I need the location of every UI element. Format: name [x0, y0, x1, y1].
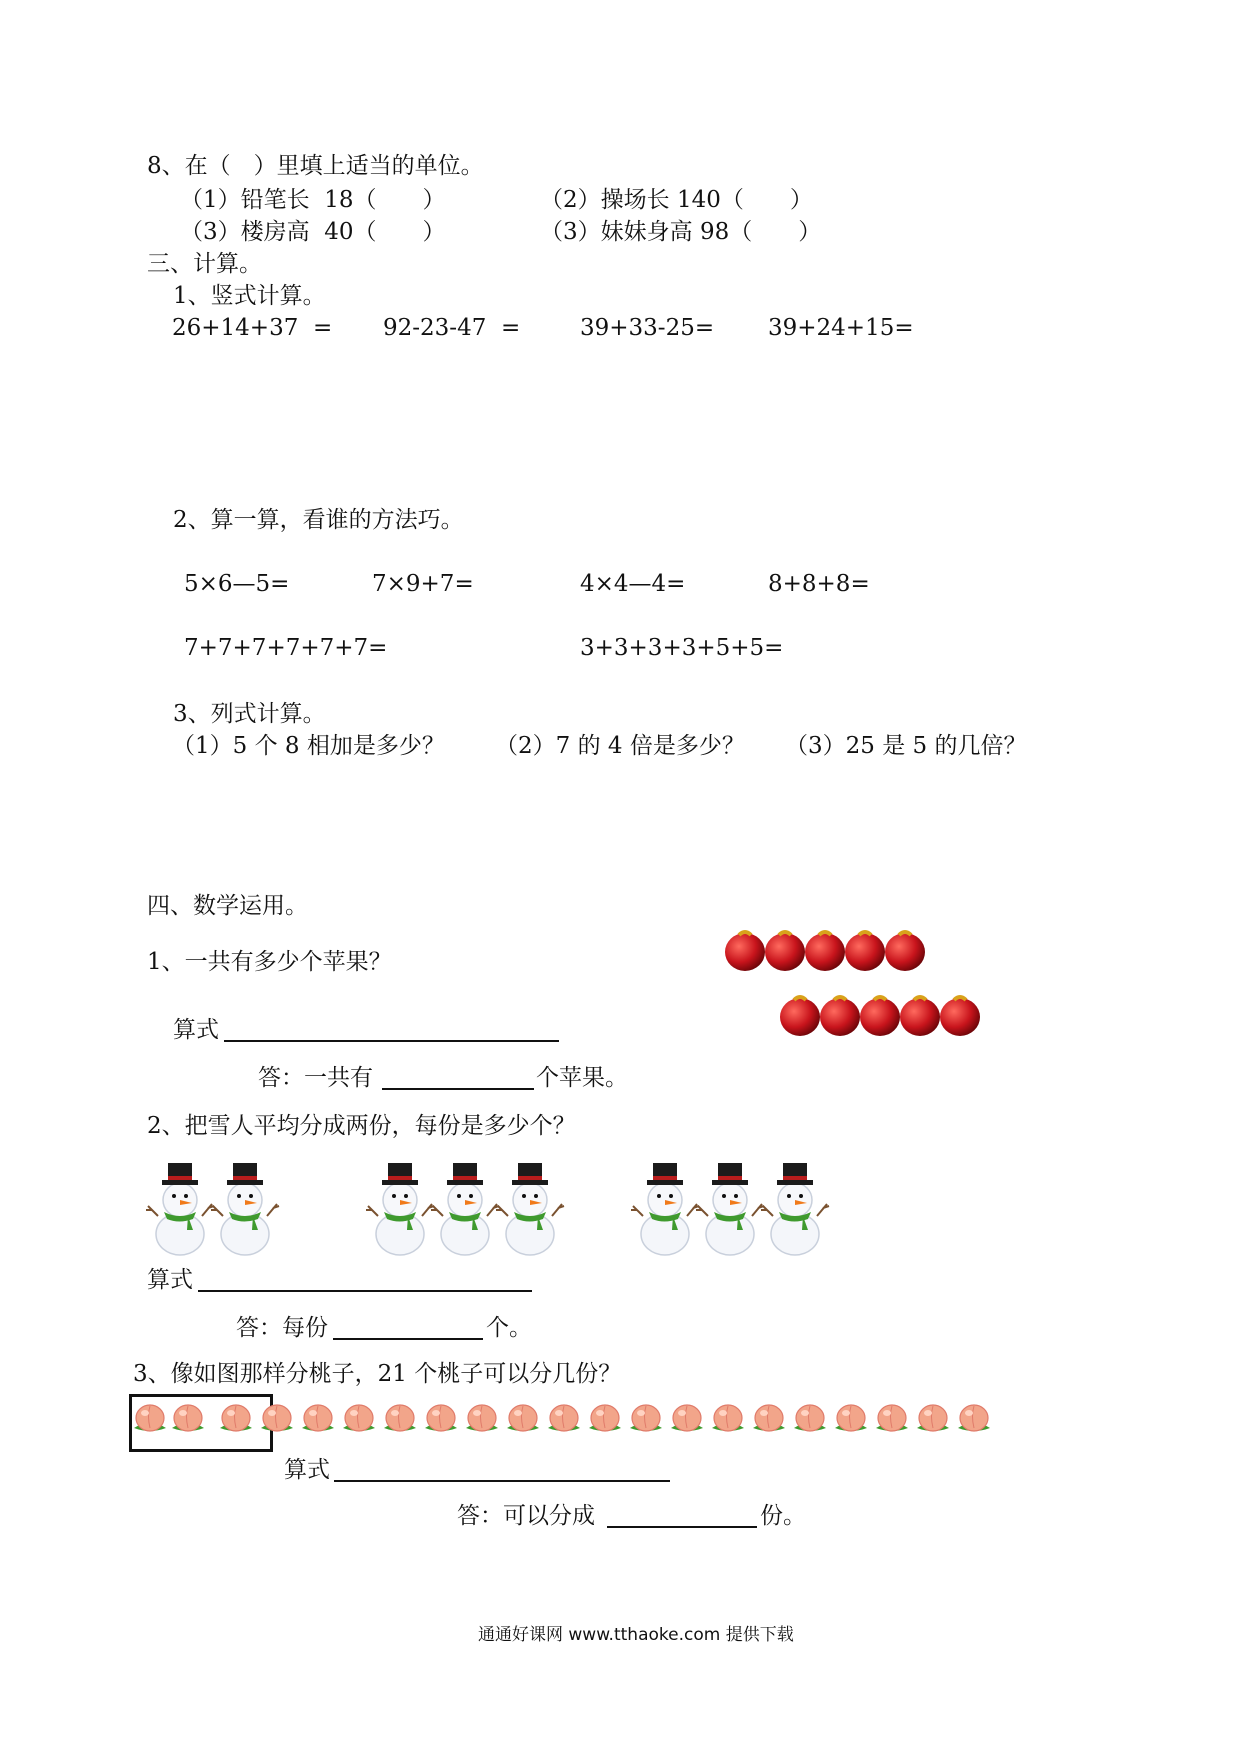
- apple-icon: [860, 997, 900, 1036]
- peach-icon: [384, 1405, 416, 1431]
- snowman-answer-prefix: 答：每份: [236, 1315, 328, 1341]
- apple-answer-prefix: 答：一共有: [258, 1065, 373, 1091]
- apple-icon: [940, 997, 980, 1036]
- peach-row: [132, 1398, 962, 1438]
- peach-question: 3、像如图那样分桃子，21 个桃子可以分几份？: [133, 1361, 622, 1387]
- peach-answer-suffix: 份。: [760, 1503, 806, 1529]
- peach-icon: [220, 1405, 252, 1431]
- peach-icon: [507, 1405, 539, 1431]
- apple-icon: [900, 997, 940, 1036]
- apple-row-2: [780, 997, 980, 1036]
- section-3-title: 三、计算。: [147, 251, 262, 277]
- peach-icon: [548, 1405, 580, 1431]
- peach-icon: [630, 1405, 662, 1431]
- snowman-group-2: [366, 1163, 564, 1255]
- word-calc-1: （1）5 个 8 相加是多少？: [172, 733, 445, 759]
- peach-icon: [302, 1405, 334, 1431]
- peach-icon: [876, 1405, 908, 1431]
- peach-icon: [589, 1405, 621, 1431]
- apple-answer-line[interactable]: [382, 1088, 534, 1090]
- snowman-answer-line[interactable]: [333, 1338, 483, 1340]
- apple-icon: [780, 997, 820, 1036]
- vertical-calc-1: 26+14+37 =: [172, 315, 333, 341]
- smart-calc-1: 5×6—5=: [184, 571, 290, 597]
- peach-icon: [343, 1405, 375, 1431]
- smart-calc-2: 7×9+7=: [372, 571, 474, 597]
- peach-icon: [425, 1405, 457, 1431]
- apple-icon: [885, 932, 925, 971]
- apple-icon: [805, 932, 845, 971]
- snowman-icon: [761, 1163, 829, 1255]
- peach-icon: [172, 1405, 204, 1431]
- snowman-group-1: [146, 1163, 279, 1255]
- smart-calc-heading: 2、算一算，看谁的方法巧。: [173, 507, 464, 533]
- apple-formula-label: 算式: [173, 1017, 219, 1043]
- vertical-calc-4: 39+24+15=: [768, 315, 914, 341]
- peach-icon: [671, 1405, 703, 1431]
- vertical-calc-heading: 1、竖式计算。: [173, 283, 326, 309]
- section-4-title: 四、数学运用。: [147, 893, 308, 919]
- snowman-illustration: [145, 1160, 865, 1260]
- q8-item-4: （3）妹妹身高 98（ ）: [540, 219, 822, 245]
- snowman-icon: [696, 1163, 764, 1255]
- snowman-formula-line[interactable]: [198, 1290, 532, 1292]
- snowman-group-3: [631, 1163, 829, 1255]
- peach-answer-line[interactable]: [607, 1526, 757, 1528]
- peach-icon: [753, 1405, 785, 1431]
- peach-icon: [261, 1405, 293, 1431]
- peach-formula-label: 算式: [284, 1457, 330, 1483]
- apple-answer-suffix: 个苹果。: [536, 1065, 628, 1091]
- snowman-answer-suffix: 个。: [486, 1315, 532, 1341]
- apple-icon: [725, 932, 765, 971]
- vertical-calc-2: 92-23-47 =: [383, 315, 521, 341]
- peach-icon: [466, 1405, 498, 1431]
- apple-row-1: [725, 932, 925, 971]
- snowman-formula-label: 算式: [147, 1267, 193, 1293]
- peach-answer-prefix: 答：可以分成: [457, 1503, 595, 1529]
- snowman-icon: [431, 1163, 499, 1255]
- snowman-icon: [366, 1163, 434, 1255]
- q8-item-2: （2）操场长 140（ ）: [540, 187, 813, 213]
- peach-icon: [134, 1405, 166, 1431]
- word-calc-heading: 3、列式计算。: [173, 701, 326, 727]
- snowman-icon: [631, 1163, 699, 1255]
- peach-icon: [794, 1405, 826, 1431]
- word-calc-3: （3）25 是 5 的几倍？: [785, 733, 1027, 759]
- peach-icon: [835, 1405, 867, 1431]
- peach-icon: [958, 1405, 990, 1431]
- q8-item-1: （1）铅笔长 18（ ）: [180, 187, 446, 213]
- apple-question: 1、一共有多少个苹果？: [147, 949, 392, 975]
- footer-credit: 通通好课网 www.tthaoke.com 提供下载: [478, 1625, 794, 1645]
- peach-icon: [917, 1405, 949, 1431]
- apple-icon: [820, 997, 860, 1036]
- snowman-icon: [146, 1163, 214, 1255]
- smart-calc-6: 3+3+3+3+5+5=: [580, 635, 784, 661]
- snowman-icon: [211, 1163, 279, 1255]
- apple-icon: [765, 932, 805, 971]
- snowman-question: 2、把雪人平均分成两份，每份是多少个？: [147, 1113, 576, 1139]
- apple-illustration: [725, 925, 985, 1045]
- peach-formula-line[interactable]: [334, 1480, 670, 1482]
- q8-item-3: （3）楼房高 40（ ）: [180, 219, 446, 245]
- q8-title: 8、在（ ）里填上适当的单位。: [147, 153, 484, 179]
- peach-icon: [712, 1405, 744, 1431]
- apple-formula-line[interactable]: [224, 1040, 559, 1042]
- word-calc-2: （2）7 的 4 倍是多少？: [495, 733, 745, 759]
- apple-icon: [845, 932, 885, 971]
- snowman-icon: [496, 1163, 564, 1255]
- smart-calc-4: 8+8+8=: [768, 571, 870, 597]
- vertical-calc-3: 39+33-25=: [580, 315, 715, 341]
- smart-calc-5: 7+7+7+7+7+7=: [184, 635, 388, 661]
- smart-calc-3: 4×4—4=: [580, 571, 686, 597]
